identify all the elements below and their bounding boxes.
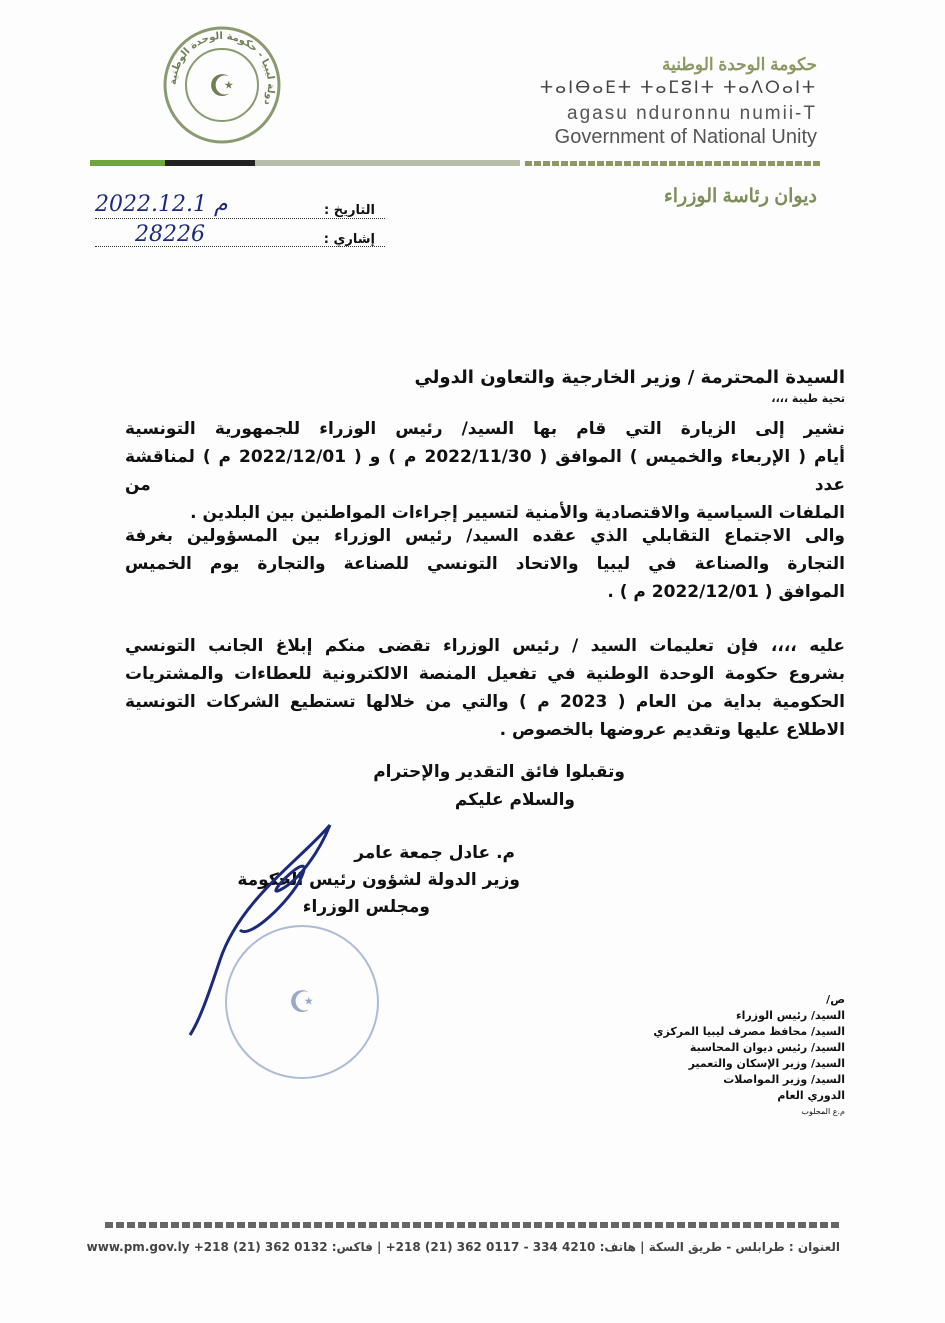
footer-contact: العنوان : طرابلس - طريق السكة | هاتف: 4210 334 - 0117 362 (21) 218+ | فاكس: 0132 362 (21) 218+ www.pm.gov.ly xyxy=(86,1240,840,1254)
header-english: Government of National Unity xyxy=(554,126,817,148)
paragraph-3: عليه ،،،، فإن تعليمات السيد / رئيس الوزراء تقضى منكم إبلاغ الجانب التونسي بشروع حكومة الوحدة الوطنية في تفعيل المنصة الالكترونية للعطاءات والمشتريات الحكومية بداية من العام ( 2023 م ) والتي من خلالها تستطيع الشركات التونسية الاطلاع عليها وتقديم عروضها بالخصوص . xyxy=(125,636,845,740)
government-seal xyxy=(162,25,282,145)
cc-label: ص/ xyxy=(826,993,845,1006)
cc-item: السيد/ رئيس الوزراء xyxy=(736,1009,845,1022)
header-divider xyxy=(525,161,820,166)
header-arabic-title: حكومة الوحدة الوطنية xyxy=(662,55,817,74)
crescent-star-icon: ☪ xyxy=(208,69,236,104)
signer-title: وزير الدولة لشؤون رئيس الحكومة xyxy=(237,870,520,890)
signer-name: م. عادل جمعة عامر xyxy=(354,843,515,863)
cc-item: السيد/ رئيس ديوان المحاسبة xyxy=(689,1041,845,1054)
greeting: تحية طيبة ،،،، xyxy=(771,392,845,405)
header-office: ديوان رئاسة الوزراء xyxy=(663,186,817,207)
seal-text: دولة ليبيا - حكومة الوحدة الوطنية xyxy=(167,30,277,107)
date-value: 2022.12.1 م xyxy=(95,192,228,217)
official-stamp: ☪ xyxy=(225,925,379,1079)
header-tifinagh: ⵜⴰⵏⴱⴰⴹⵜ ⵜⴰⵎⵓⵏⵜ ⵜⴰⴷⵔⴰⵏⵜ xyxy=(540,78,817,98)
color-bar-gray xyxy=(255,160,520,166)
signer-title-2: ومجلس الوزراء xyxy=(302,897,430,917)
paragraph-1: نشير إلى الزيارة التي قام بها السيد/ رئيس الوزراء للجمهورية التونسية أيام ( الإربعاء والخميس ) الموافق ( 2022/11/30 م ) و ( 2022/12/01 م ) لمناقشة عدد من الملفات السياسية والاقتصادية والأمنية لتسيير إجراءات المواطنين بين البلدين . xyxy=(125,419,846,523)
closing-peace: والسلام عليكم xyxy=(454,790,575,810)
paragraph-2: والى الاجتماع التقابلي الذي عقده السيد/ رئيس الوزراء بين المسؤولين بغرفة التجارة والصناعة في ليبيا والاتحاد التونسي للصناعة والتجارة يوم الخميس الموافق ( 2022/12/01 م ) . xyxy=(125,526,845,602)
ref-label: إشاري : xyxy=(323,232,375,247)
cc-item: السيد/ وزير المواصلات xyxy=(723,1073,845,1086)
cc-item: م.ع المجلوب xyxy=(801,1107,845,1116)
color-bar-black xyxy=(165,160,255,166)
cc-list xyxy=(653,992,845,1120)
addressee: السيدة المحترمة / وزير الخارجية والتعاون الدولي xyxy=(414,367,845,388)
color-bar-green xyxy=(90,160,165,166)
cc-item: الدوري العام xyxy=(777,1089,845,1102)
footer-divider xyxy=(105,1222,840,1228)
date-label: التاريخ : xyxy=(324,203,375,218)
ref-value: 28226 xyxy=(135,222,205,247)
cc-item: السيد/ وزير الإسكان والتعمير xyxy=(688,1057,845,1070)
closing-regards: وتقبلوا فائق التقدير والإحترام xyxy=(373,762,625,782)
header-amazigh: agasu nduronnu numii-T xyxy=(567,103,817,124)
cc-item: السيد/ محافظ مصرف ليبيا المركزي xyxy=(653,1025,845,1038)
